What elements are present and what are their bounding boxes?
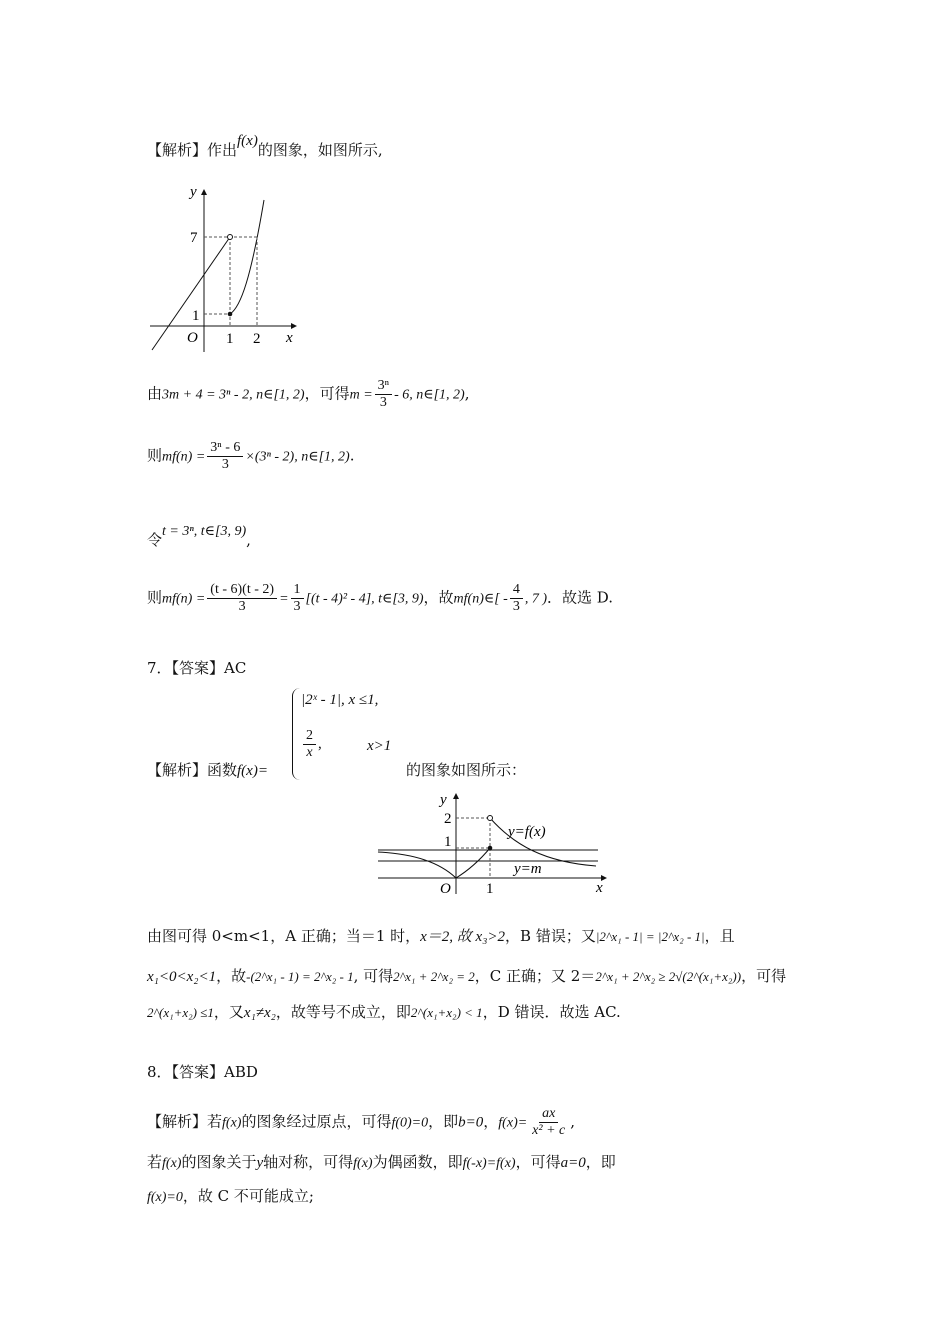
text: 的图象经过原点，可得 xyxy=(241,1112,392,1131)
sec7-answer: 7．【答案】AC xyxy=(147,659,247,677)
sec7-line4 xyxy=(147,1002,621,1023)
text: 由 xyxy=(147,384,163,403)
piecewise xyxy=(292,688,413,780)
numerator: 3ⁿ - 6 xyxy=(207,440,243,457)
tick-y: 7 xyxy=(190,230,198,246)
sec6-line3 xyxy=(147,440,354,473)
text: 的图象，如图所示, xyxy=(257,141,383,159)
math: m = xyxy=(349,387,373,403)
text: ，且 xyxy=(704,927,735,945)
piece-2-cond: x>1 xyxy=(367,738,392,754)
text: ．故选 D. xyxy=(547,588,614,607)
text: ，可得 xyxy=(515,1153,561,1171)
numerator: 4 xyxy=(510,582,523,599)
piece-1: |2ˣ - 1|, x ≤1, xyxy=(301,692,379,708)
text: 则 xyxy=(147,588,163,607)
fraction xyxy=(207,440,243,473)
open-point xyxy=(488,816,493,821)
sec6-line1 xyxy=(147,133,383,161)
math: 2^x₁ + 2^x₂ ≥ 2√(2^(x₁+x₂)) xyxy=(595,969,742,984)
math: 2^(x₁+x₂) ≤1 xyxy=(147,1005,214,1020)
math: f(x)= xyxy=(498,1115,528,1131)
numerator: ax xyxy=(539,1106,558,1123)
text: ，B 错误；又 xyxy=(505,927,596,945)
x-label: x xyxy=(596,880,603,896)
piece-2 xyxy=(301,728,322,761)
numerator: 2 xyxy=(303,728,316,745)
y-label: y xyxy=(440,792,447,808)
text: 则 xyxy=(147,446,163,465)
closed-point xyxy=(488,846,493,851)
math: f(x) xyxy=(353,1156,373,1171)
math: t = 3ⁿ, t∈[3, 9) xyxy=(162,524,247,539)
sec6-line4 xyxy=(147,520,251,549)
tick-x: 1 xyxy=(486,881,494,897)
math: mf(n) = xyxy=(162,591,206,607)
math: f(-x)=f(x) xyxy=(462,1156,516,1171)
text: 的图象关于 xyxy=(181,1153,257,1171)
sec7-line1b: 的图象如图所示： xyxy=(406,761,527,779)
fraction xyxy=(291,582,304,615)
text: ，即 xyxy=(585,1153,616,1171)
math: ×(3ⁿ - 2), n∈[1, 2) xyxy=(245,449,350,465)
math: f(x)= xyxy=(237,763,268,779)
math: x₁<0<x₂<1 xyxy=(147,969,217,985)
text: ，故 xyxy=(423,588,454,607)
fraction xyxy=(510,582,523,615)
math: [(t - 4)² - 4], t∈[3, 9) xyxy=(305,591,424,607)
math: f(x) xyxy=(162,1156,182,1171)
denominator: 3 xyxy=(293,599,301,614)
denominator: x² + c xyxy=(532,1123,566,1138)
math: f(x) xyxy=(222,1115,242,1131)
math: x＝2, 故 x₃>2 xyxy=(420,929,506,945)
numerator: 1 xyxy=(291,582,304,599)
math: = xyxy=(279,591,289,607)
math: -(2^x₁ - 1) = 2^x₂ - 1 xyxy=(246,969,354,984)
right-curve-0-1 xyxy=(456,848,490,878)
text: , xyxy=(246,531,251,549)
line-label: y=m xyxy=(514,861,542,877)
text: ，D 错误．故选 AC. xyxy=(482,1003,621,1021)
math: 3m + 4 = 3ⁿ - 2, n∈[1, 2) xyxy=(162,387,305,403)
sec6-line5 xyxy=(147,582,613,615)
text: ，C 正确；又 2＝ xyxy=(474,967,596,985)
text: 由图可得 0<m<1，A 正确；当＝1 时， xyxy=(147,927,421,945)
text: ，故等号不成立，即 xyxy=(275,1003,411,1021)
math: |2^x₁ - 1| = |2^x₂ - 1| xyxy=(595,929,705,944)
origin-label: O xyxy=(440,881,451,897)
math: 2^(x₁+x₂) < 1 xyxy=(410,1005,483,1020)
sec8-line2 xyxy=(147,1152,616,1174)
text: , xyxy=(570,1112,576,1131)
tick-y: 1 xyxy=(444,834,452,850)
numerator: (t - 6)(t - 2) xyxy=(207,582,277,599)
fraction xyxy=(303,728,316,761)
text: 若 xyxy=(147,1153,163,1171)
denominator: x xyxy=(306,745,313,760)
text: ，可得 xyxy=(741,967,787,985)
sec6-line2 xyxy=(147,378,470,411)
text: , xyxy=(464,384,470,403)
math: , 7 ) xyxy=(524,591,548,607)
exp-curve xyxy=(230,200,264,314)
x-label: x xyxy=(286,330,293,346)
denominator: 3 xyxy=(512,599,520,614)
math: f(x) xyxy=(237,133,258,149)
origin-label: O xyxy=(187,330,198,346)
sec7-line3 xyxy=(147,966,786,987)
text: 【解析】作出 xyxy=(147,141,238,159)
tick-x: 1 xyxy=(226,331,234,347)
closed-point xyxy=(228,312,233,317)
text: ，即 xyxy=(428,1112,459,1131)
graph-2 xyxy=(374,790,614,898)
sec7-line1 xyxy=(147,760,268,781)
denominator: 3 xyxy=(379,395,387,410)
text: , xyxy=(318,735,322,752)
tick-y: 2 xyxy=(444,811,452,827)
text: , 可得 xyxy=(353,967,394,985)
math: x₁≠x₂ xyxy=(243,1005,276,1021)
fraction xyxy=(207,582,277,615)
math: a=0 xyxy=(560,1155,586,1171)
sec8-line3 xyxy=(147,1186,314,1208)
math: y xyxy=(256,1155,264,1171)
fraction xyxy=(529,1106,568,1139)
math: mf(n) = xyxy=(162,449,206,465)
math: f(0)=0 xyxy=(391,1115,429,1131)
tick-y: 1 xyxy=(192,308,200,324)
math: mf(n)∈[ - xyxy=(453,591,508,607)
sec8-answer: 8．【答案】ABD xyxy=(147,1063,258,1081)
text: ，又 xyxy=(213,1003,244,1021)
math: - 6, n∈[1, 2) xyxy=(394,387,465,403)
y-label: y xyxy=(190,184,197,200)
text: 轴对称，可得 xyxy=(263,1153,354,1171)
text: ，故 xyxy=(216,967,247,985)
denominator: 3 xyxy=(238,599,246,614)
text: ，故 C 不可能成立; xyxy=(182,1187,314,1205)
text: 【解析】若 xyxy=(147,1112,223,1131)
text: 为偶函数，即 xyxy=(372,1153,463,1171)
text: 【解析】函数 xyxy=(147,761,238,779)
fraction xyxy=(375,378,392,411)
sec7-line2 xyxy=(147,926,735,947)
math: f(x)=0 xyxy=(147,1190,183,1205)
numerator: 3ⁿ xyxy=(375,378,392,395)
open-point xyxy=(228,235,233,240)
curve-label: y=f(x) xyxy=(508,824,546,840)
text: ， xyxy=(483,1112,499,1131)
graph-1 xyxy=(146,182,306,357)
text: ，可得 xyxy=(304,384,350,403)
denominator: 3 xyxy=(221,457,229,472)
sec8-line1 xyxy=(147,1106,575,1139)
text: 令 xyxy=(147,531,163,549)
text: . xyxy=(349,446,355,465)
math: 2^x₁ + 2^x₂ = 2 xyxy=(393,969,475,984)
tick-x: 2 xyxy=(253,331,261,347)
math: b=0 xyxy=(458,1114,484,1131)
left-curve xyxy=(378,852,456,878)
